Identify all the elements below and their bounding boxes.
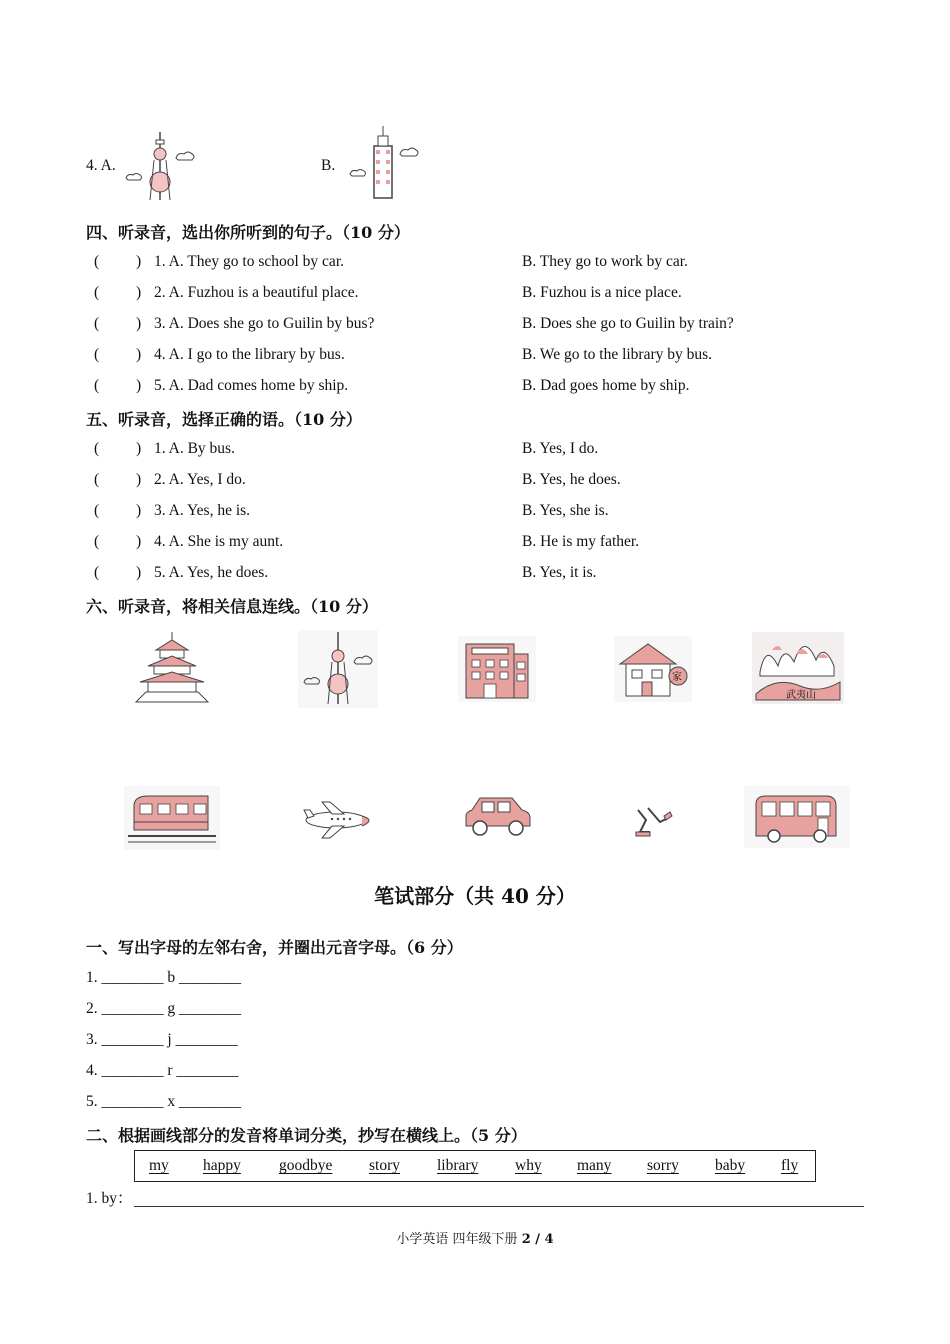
word-item: happy — [203, 1157, 241, 1174]
item-number: 4. — [86, 1062, 98, 1079]
word-item: story — [369, 1157, 400, 1174]
option-a: 3. A. Yes, he is. — [154, 502, 251, 519]
letter: g — [167, 1000, 176, 1017]
skyscraper-icon — [346, 126, 422, 202]
option-b: B. Does she go to Guilin by train? — [522, 315, 734, 332]
option-a: 1. A. By bus. — [154, 440, 235, 457]
page-footer — [0, 1228, 950, 1247]
answer-blank[interactable]: ________ — [101, 1093, 164, 1110]
answer-blank[interactable]: ________ — [179, 1000, 241, 1017]
option-a: 1. A. They go to school by car. — [154, 253, 344, 270]
word-item: many — [577, 1157, 612, 1174]
section4-heading: 四、听录音，选出你所听到的句子。（10 分） — [86, 223, 410, 242]
footer-subject: 小学英语 四年级下册 — [396, 1232, 518, 1247]
option-a: 5. A. Dad comes home by ship. — [154, 377, 349, 394]
option-a: 4. A. I go to the library by bus. — [154, 346, 345, 363]
word-item: fly — [781, 1157, 799, 1174]
letter: r — [167, 1062, 173, 1079]
word-item: library — [437, 1157, 479, 1174]
item-number: 2. — [86, 1000, 98, 1017]
wuyishan-picture[interactable] — [752, 632, 844, 704]
list-item — [86, 1061, 238, 1081]
item-number: 1. — [86, 969, 98, 986]
option-a: 4. A. She is my aunt. — [154, 533, 284, 550]
home-label: 家 — [672, 672, 682, 683]
list-item — [86, 1030, 238, 1050]
written-part1-heading: 一、写出字母的左邻右舍，并圈出元音字母。（6 分） — [86, 938, 463, 957]
option-a: 2. A. Fuzhou is a beautiful place. — [154, 284, 359, 301]
answer-blank[interactable]: ________ — [179, 969, 241, 986]
option-b: B. Yes, she is. — [522, 502, 609, 519]
list-item — [86, 1092, 241, 1112]
temple-of-heaven-icon[interactable] — [132, 630, 212, 706]
car-icon[interactable] — [460, 792, 536, 844]
answer-blank[interactable]: ________ — [101, 1031, 164, 1048]
letter: b — [167, 969, 176, 986]
answer-line-1[interactable] — [134, 1206, 864, 1207]
option-b: B. Yes, he does. — [522, 471, 621, 488]
wuyishan-label: 武夷山 — [786, 690, 816, 701]
item-number: 3. — [86, 1031, 98, 1048]
option-a: 5. A. Yes, he does. — [154, 564, 269, 581]
home-picture[interactable] — [614, 636, 692, 702]
answer-blank[interactable]: ________ — [101, 1062, 164, 1079]
oriental-pearl-tower-icon — [122, 130, 196, 204]
q4-label-a: 4. A. — [86, 157, 116, 174]
option-b: B. Yes, it is. — [522, 564, 597, 581]
option-b: B. Fuzhou is a nice place. — [522, 284, 682, 301]
option-b: B. We go to the library by bus. — [522, 346, 713, 363]
word-item: sorry — [647, 1157, 679, 1174]
section5-heading: 五、听录音，选择正确的语。（10 分） — [86, 410, 362, 429]
word-item: my — [149, 1157, 169, 1174]
answer-blank[interactable]: ________ — [101, 1000, 164, 1017]
option-b: B. Yes, I do. — [522, 440, 599, 457]
library-building-icon[interactable] — [458, 636, 536, 702]
option-b: B. He is my father. — [522, 533, 640, 550]
word-item: baby — [715, 1157, 746, 1174]
word-item: goodbye — [279, 1157, 333, 1174]
bus-icon[interactable] — [744, 786, 850, 848]
list-item — [86, 968, 241, 988]
written-part2-heading: 二、根据画线部分的发音将单词分类，抄写在横线上。（5 分） — [86, 1126, 527, 1145]
item-number: 5. — [86, 1093, 98, 1110]
walking-feet-icon[interactable] — [628, 800, 678, 846]
page-number: 2 / 4 — [521, 1232, 554, 1247]
word-item: why — [515, 1157, 542, 1174]
answer-blank[interactable]: ________ — [179, 1093, 241, 1110]
written-section-title: 笔试部分（共 40 分） — [374, 884, 576, 908]
option-b: B. Dad goes home by ship. — [522, 377, 690, 394]
plane-icon[interactable] — [302, 798, 376, 842]
oriental-pearl-tower-icon[interactable] — [298, 630, 378, 708]
option-a: 3. A. Does she go to Guilin by bus? — [154, 315, 375, 332]
word-bank-box — [134, 1150, 816, 1182]
train-icon[interactable] — [124, 786, 220, 850]
answer-blank[interactable]: ________ — [175, 1031, 238, 1048]
letter: x — [167, 1093, 176, 1110]
option-a: 2. A. Yes, I do. — [154, 471, 246, 488]
section6-heading: 六、听录音，将相关信息连线。（10 分） — [86, 597, 378, 616]
answer-blank[interactable]: ________ — [101, 969, 164, 986]
answer-blank[interactable]: ________ — [176, 1062, 239, 1079]
q4-label-b: B. — [321, 157, 336, 174]
letter: j — [167, 1031, 172, 1048]
list-item — [86, 999, 241, 1019]
option-b: B. They go to work by car. — [522, 253, 688, 270]
answer-line-1-label: 1. by： — [86, 1190, 133, 1207]
